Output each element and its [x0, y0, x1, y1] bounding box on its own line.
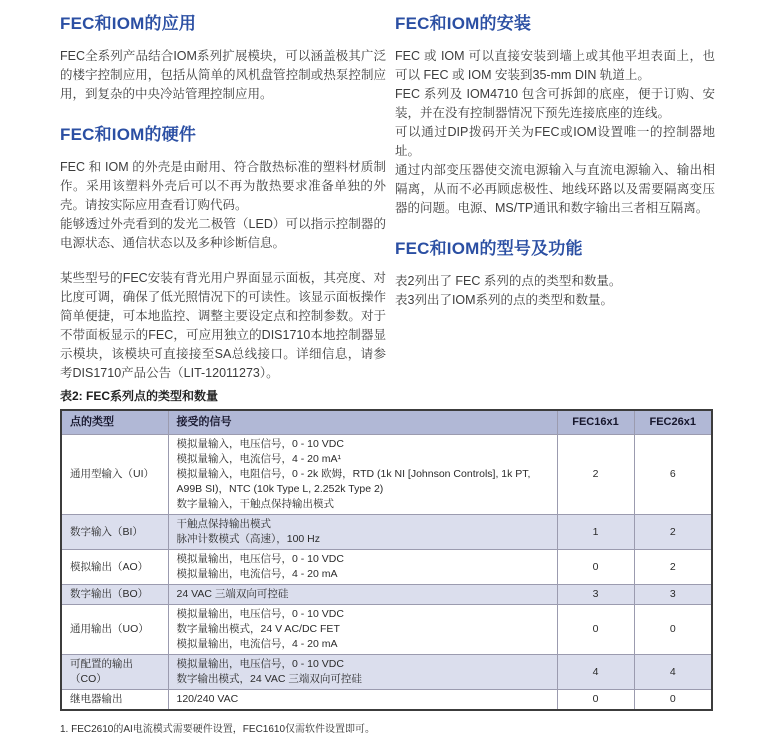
signals-cell	[168, 655, 557, 690]
signal-line: 模拟量输入，电压信号，0 - 10 VDC	[176, 438, 344, 450]
signals-cell	[168, 605, 557, 655]
signal-line: 干触点保持输出模式	[176, 518, 271, 530]
header-signal: 接受的信号	[168, 410, 557, 435]
value-cell: 3	[557, 585, 634, 605]
signal-line: 模拟量输出，电压信号，0 - 10 VDC	[176, 553, 344, 565]
point-type-cell: 继电器输出	[61, 690, 168, 711]
point-type-cell: 模拟输出（AO）	[61, 550, 168, 585]
table-header-row	[61, 410, 712, 435]
value-cell: 0	[634, 605, 712, 655]
section-heading: FEC和IOM的应用	[60, 14, 197, 33]
value-cell: 2	[634, 550, 712, 585]
table2-title: 表2: FEC系列点的类型和数量	[60, 389, 219, 403]
signal-line: 模拟量输出，电压信号，0 - 10 VDC	[176, 608, 344, 620]
signal-line: 模拟量输入，电流信号，4 - 20 mA¹	[176, 453, 342, 465]
section-heading: FEC和IOM的硬件	[60, 125, 197, 144]
signals-cell	[168, 585, 557, 605]
signal-line: 120/240 VAC	[176, 693, 239, 705]
signals-cell	[168, 690, 557, 711]
header-point-type: 点的类型	[61, 410, 168, 435]
signal-line: 模拟量输出，电压信号，0 - 10 VDC	[176, 658, 344, 670]
section-heading: FEC和IOM的安装	[395, 14, 532, 33]
right-column	[395, 14, 715, 310]
table2-block	[60, 387, 715, 735]
signal-line: 脉冲计数模式（高速），100 Hz	[176, 533, 321, 545]
value-cell: 3	[634, 585, 712, 605]
signal-line: 模拟量输入，电阻信号，0 - 2k 欧姆，RTD (1k NI [Johnson Controls], 1k PT, A99B SI)，NTC (10k Type L, 2.252k Type 2)	[176, 468, 531, 495]
fec-points-table	[60, 409, 713, 711]
signal-line: 数字输出模式，24 VAC 三端双向可控硅	[176, 673, 362, 685]
point-type-cell: 通用输出（UO）	[61, 605, 168, 655]
value-cell: 1	[557, 515, 634, 550]
table-row-ao	[61, 550, 712, 585]
paragraph: 可以通过DIP拨码开关为FEC或IOM设置唯一的控制器地址。	[395, 125, 715, 158]
table-row-uo	[61, 605, 712, 655]
paragraph: FEC 或 IOM 可以直接安装到墙上或其他平坦表面上，也可以 FEC 或 IOM 安装到35-mm DIN 轨道上。	[395, 49, 715, 82]
table-row-ui	[61, 435, 712, 515]
value-cell: 2	[634, 515, 712, 550]
table-row-bo	[61, 585, 712, 605]
signal-line: 数字量输入，干触点保持输出模式	[176, 498, 334, 510]
table-row-relay	[61, 690, 712, 711]
header-fec16x1: FEC16x1	[557, 410, 634, 435]
signals-cell	[168, 435, 557, 515]
signal-line: 24 VAC 三端双向可控硅	[176, 588, 289, 600]
value-cell: 2	[557, 435, 634, 515]
paragraph: FEC全系列产品结合IOM系列扩展模块，可以涵盖极其广泛的楼宇控制应用，包括从简单的风机盘管控制或热泵控制应用，到复杂的中央冷站管理控制应用。	[60, 49, 386, 101]
section-installation	[395, 14, 715, 218]
paragraph: FEC 和 IOM 的外壳是由耐用、符合散热标准的塑料材质制作。采用该塑料外壳后可以不再为散热要求准备单独的外壳。请按实际应用查看订购代码。	[60, 160, 386, 212]
left-column	[60, 14, 386, 383]
table2-footnote: 1. FEC2610的AI电流模式需要硬件设置，FEC1610仅需软件设置即可。	[60, 724, 376, 735]
table-row-bi	[61, 515, 712, 550]
point-type-cell: 可配置的输出 （CO）	[61, 655, 168, 690]
signals-cell	[168, 515, 557, 550]
value-cell: 0	[634, 690, 712, 711]
signal-line: 模拟量输出，电流信号，4 - 20 mA	[176, 638, 338, 650]
signals-cell	[168, 550, 557, 585]
section-hardware	[60, 125, 386, 383]
section-applications	[60, 14, 386, 104]
point-type-cell: 通用型输入（UI）	[61, 435, 168, 515]
paragraph: 表3列出了IOM系列的点的类型和数量。	[395, 293, 614, 307]
two-column-area	[60, 14, 715, 383]
section-heading: FEC和IOM的型号及功能	[395, 239, 583, 258]
value-cell: 4	[557, 655, 634, 690]
value-cell: 6	[634, 435, 712, 515]
paragraph: 能够透过外壳看到的发光二极管（LED）可以指示控制器的电源状态、通信状态以及多种诊断信息。	[60, 217, 386, 250]
signal-line: 数字量输出模式，24 V AC/DC FET	[176, 623, 340, 635]
value-cell: 0	[557, 605, 634, 655]
section-models-functions	[395, 239, 715, 310]
signal-line: 模拟量输出，电流信号，4 - 20 mA	[176, 568, 338, 580]
table-row-co	[61, 655, 712, 690]
paragraph: 通过内部变压器使交流电源输入与直流电源输入、输出相隔离，从而不必再顾虑极性、地线环路以及需要隔离变压器的问题。电源、MS/TP通讯和数字输出三者相互隔离。	[395, 163, 715, 215]
value-cell: 0	[557, 550, 634, 585]
paragraph-spacer	[60, 253, 386, 269]
paragraph: 某些型号的FEC安装有背光用户界面显示面板，其亮度、对比度可调，确保了低光照情况下的可读性。该显示面板操作简单便捷，可本地监控、调整主要设定点和控制参数。对于不带面板显示的FEC，可应用独立的DIS1710本地控制器显示模块，该模块可直接接至SA总线接口。详细信息，请参考DIS1710产品公告（LIT-12011273）。	[60, 271, 386, 380]
paragraph: FEC 系列及 IOM4710 包含可拆卸的底座，便于订购、安装，并在没有控制器情况下预先连接底座的连线。	[395, 87, 715, 120]
point-type-cell: 数字输出（BO）	[61, 585, 168, 605]
paragraph: 表2列出了 FEC 系列的点的类型和数量。	[395, 274, 622, 288]
header-fec26x1: FEC26x1	[634, 410, 712, 435]
value-cell: 4	[634, 655, 712, 690]
value-cell: 0	[557, 690, 634, 711]
point-type-cell: 数字输入（BI）	[61, 515, 168, 550]
